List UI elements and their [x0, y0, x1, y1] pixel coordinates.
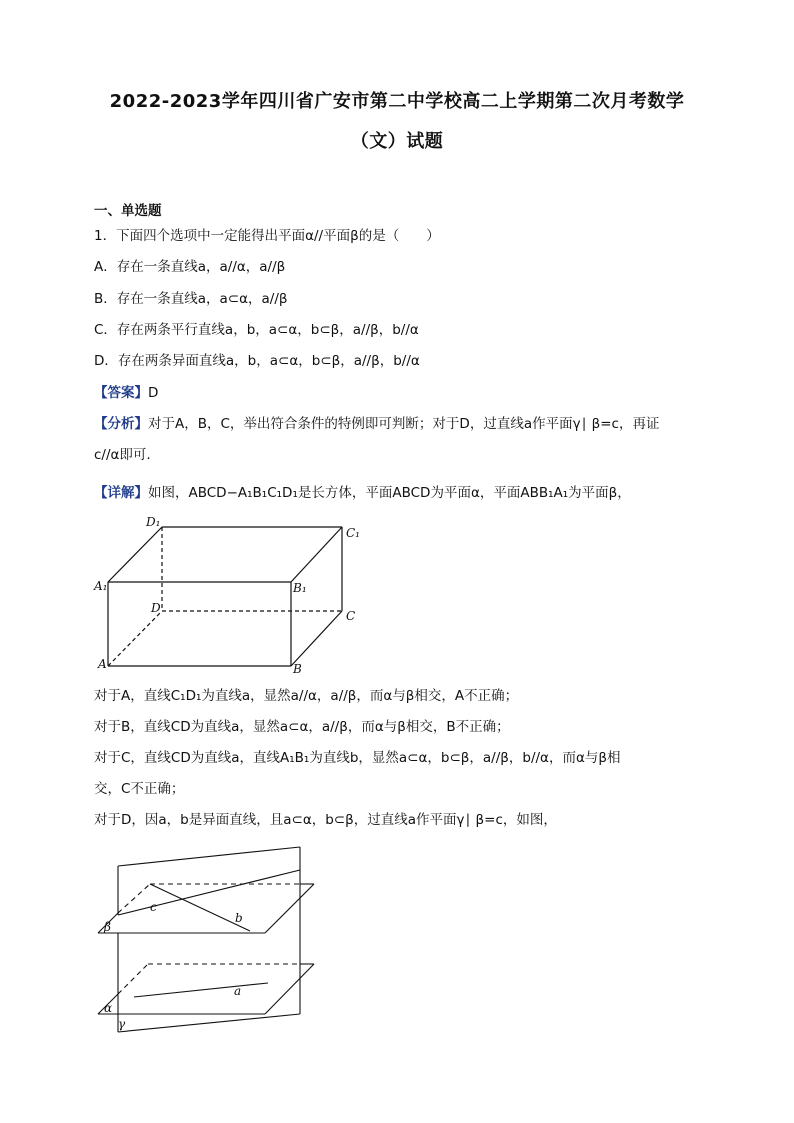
- detail-line: [94, 483, 631, 503]
- edge-bc: [291, 611, 342, 666]
- label-b: b: [235, 911, 243, 925]
- label-a: a: [234, 984, 242, 998]
- explain-d: 对于D，因a，b是异面直线，且a⊂α，b⊂β，过直线a作平面γ∣ β=c，如图，: [94, 812, 557, 828]
- label-c: C: [346, 609, 356, 623]
- line-a: [134, 983, 268, 997]
- label-a: A: [98, 657, 107, 671]
- detail-text: 如图，ABCD−A₁B₁C₁D₁是长方体，平面ABCD为平面α，平面ABB₁A₁为平面β，: [148, 485, 631, 501]
- question-stem: 1．下面四个选项中一定能得出平面α//平面β的是（ ）: [94, 228, 440, 244]
- edge-b1c1: [291, 527, 342, 582]
- option-b: B．存在一条直线a，a⊂α，a//β: [94, 291, 288, 307]
- label-a1: A₁: [94, 579, 108, 593]
- answer-line: [94, 383, 158, 403]
- label-alpha: α: [104, 1001, 113, 1015]
- cuboid-figure: [88, 512, 378, 682]
- beta-right: [265, 884, 314, 933]
- edge-a1d1: [108, 527, 162, 582]
- label-d1: D₁: [146, 515, 161, 529]
- option-d: D．存在两条异面直线a，b，a⊂α，b⊂β，a//β，b//α: [94, 353, 420, 369]
- title-line-2: （文）试题: [350, 131, 444, 152]
- explain-b: 对于B，直线CD为直线a，显然a⊂α，a//β，而α与β相交，B不正确；: [94, 719, 510, 735]
- analysis-line-2: c//α即可.: [94, 447, 151, 463]
- line-c: [118, 870, 300, 915]
- label-d: D: [151, 601, 161, 615]
- explain-c-1: 对于C，直线CD为直线a，直线A₁B₁为直线b，显然a⊂α，b⊂β，a//β，b//α，而α与β相: [94, 750, 621, 766]
- label-b: B: [293, 662, 302, 676]
- label-b1: B₁: [293, 581, 307, 595]
- answer-value: D: [148, 385, 159, 401]
- explain-a: 对于A，直线C₁D₁为直线a，显然a//α，a//β，而α与β相交，A不正确；: [94, 688, 519, 704]
- gamma-top: [118, 847, 300, 866]
- alpha-left-hidden: [118, 964, 148, 994]
- alpha-right: [265, 964, 314, 1014]
- analysis-line-1: [94, 414, 659, 434]
- label-c1: C₁: [346, 526, 360, 540]
- answer-label: 【答案】: [94, 385, 148, 401]
- label-beta: β: [104, 920, 111, 934]
- analysis-text-1: 对于A，B，C，举出符合条件的特例即可判断；对于D，过直线a作平面γ∣ β=c，再证: [148, 416, 660, 432]
- explain-c-2: 交，C不正确；: [94, 781, 185, 797]
- option-a: A．存在一条直线a，a//α，a//β: [94, 259, 286, 275]
- planes-figure: [92, 842, 322, 1038]
- analysis-label: 【分析】: [94, 416, 148, 432]
- option-c: C．存在两条平行直线a，b，a⊂α，b⊂β，a//β，b//α: [94, 322, 419, 338]
- detail-label: 【详解】: [94, 485, 148, 501]
- edge-ad-hidden: [108, 611, 162, 666]
- label-gamma: γ: [118, 1017, 126, 1031]
- gamma-bottom: [118, 1014, 300, 1032]
- section-heading: 一、单选题: [94, 203, 162, 219]
- label-c: c: [150, 900, 157, 914]
- title-line-1: 2022-2023学年四川省广安市第二中学校高二上学期第二次月考数学: [109, 91, 685, 112]
